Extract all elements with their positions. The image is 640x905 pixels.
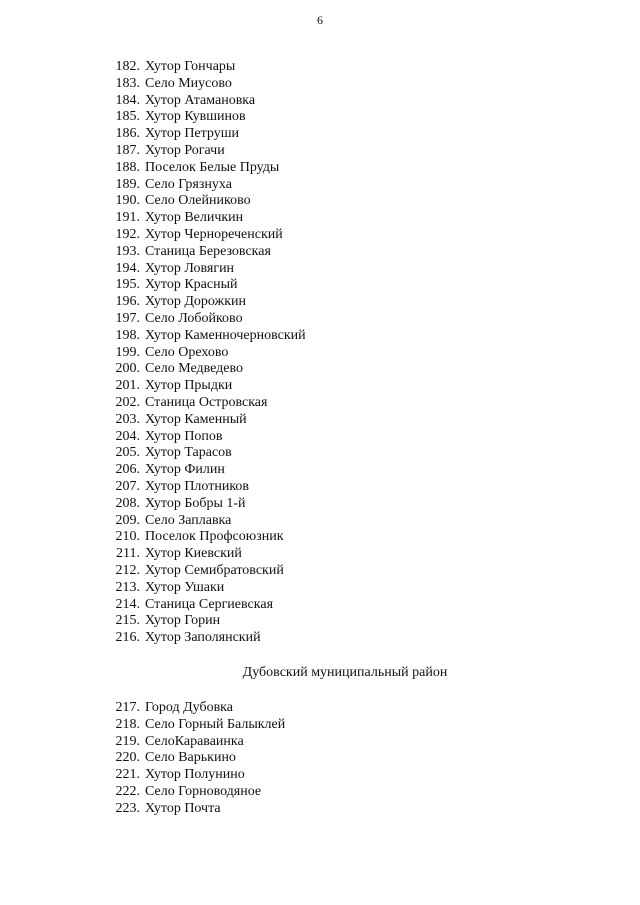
item-name: Хутор Горин [145,613,221,629]
item-name: Село Грязнуха [145,176,232,192]
item-name: Хутор Величкин [145,210,244,226]
item-name: Станица Сергиевская [145,596,274,612]
item-name: Хутор Ушаки [145,579,225,595]
list-item [104,750,285,767]
item-name: Хутор Каменночерновский [145,327,306,343]
list-item [104,700,285,717]
item-name: Хутор Семибратовский [145,562,284,578]
list-item [104,767,285,784]
item-number: 182. [115,59,140,74]
list-item [104,143,306,160]
list-item [104,277,306,294]
item-number: 214. [115,596,140,612]
list-item [104,462,306,479]
item-number: 188. [115,159,140,175]
item-number: 207. [115,478,140,494]
list-item [104,93,306,110]
list-item [104,734,285,751]
item-name: Хутор Плотников [145,478,250,494]
list-item [104,328,306,345]
item-number: 203. [115,411,140,427]
list-item [104,563,306,580]
item-name: Хутор Заполянский [145,630,261,646]
item-name: Село Горный Балыклей [145,716,286,732]
item-name: Хутор Красный [145,277,238,293]
item-number: 195. [115,277,140,293]
item-number: 212. [115,562,140,578]
list-item [104,244,306,261]
item-number: 210. [115,529,140,545]
list-item [104,76,306,93]
item-name: Хутор Попов [145,428,223,444]
item-number: 194. [115,260,140,276]
item-name: Хутор Киевский [145,546,242,562]
list-item [104,546,306,563]
item-number: 218. [115,716,140,732]
page-number: 6 [317,13,323,27]
item-name: Хутор Бобры 1-й [145,495,246,511]
list-item [104,193,306,210]
item-number: 199. [115,344,140,360]
list-item [104,177,306,194]
list-item [104,529,306,546]
item-name: Село Орехово [145,344,229,360]
item-number: 187. [115,142,140,158]
list-item [104,345,306,362]
list-item [104,479,306,496]
item-name: Хутор Каменный [145,411,247,427]
item-name: Хутор Гончары [145,59,236,74]
item-name: Село Медведево [145,361,244,377]
item-number: 191. [115,210,140,226]
list-item [104,630,306,647]
item-number: 197. [115,310,140,326]
item-number: 204. [115,428,140,444]
item-name: СелоКараваинка [145,733,244,749]
item-name: Село Горноводяное [145,783,262,799]
item-name: Поселок Белые Пруды [145,159,280,175]
item-name: Хутор Кувшинов [145,109,246,125]
settlement-list-dubovsky [104,700,285,818]
item-number: 215. [115,613,140,629]
list-item [104,311,306,328]
item-name: Хутор Дорожкин [145,294,246,310]
list-item [104,210,306,227]
item-number: 217. [115,700,140,715]
item-number: 223. [115,800,140,816]
item-number: 219. [115,733,140,749]
list-item [104,361,306,378]
item-number: 200. [115,361,140,377]
item-name: Село Лобойково [145,310,243,326]
item-name: Село Миусово [145,75,232,91]
item-name: Село Олейниково [145,193,251,209]
item-number: 221. [115,767,140,783]
list-item [104,513,306,530]
item-number: 184. [115,92,140,108]
item-number: 202. [115,394,140,410]
settlement-list [104,59,306,647]
list-item [104,784,285,801]
item-name: Хутор Петруши [145,126,240,142]
list-item [104,261,306,278]
item-number: 185. [115,109,140,125]
list-item [104,294,306,311]
list-item [104,126,306,143]
item-name: Хутор Почта [145,800,221,816]
list-item [104,717,285,734]
item-number: 213. [115,579,140,595]
item-number: 186. [115,126,140,142]
item-name: Хутор Полунино [145,767,245,783]
item-name: Хутор Атамановка [145,92,256,108]
list-item [104,395,306,412]
item-name: Село Варькино [145,750,236,766]
item-number: 190. [115,193,140,209]
item-number: 201. [115,378,140,394]
list-item [104,496,306,513]
item-name: Поселок Профсоюзник [145,529,284,545]
item-number: 183. [115,75,140,91]
list-item [104,597,306,614]
item-number: 192. [115,226,140,242]
item-number: 198. [115,327,140,343]
item-name: Хутор Ловягин [145,260,235,276]
item-number: 196. [115,294,140,310]
item-number: 205. [115,445,140,461]
list-item [104,801,285,818]
item-name: Город Дубовка [145,700,233,715]
item-number: 189. [115,176,140,192]
list-item [104,613,306,630]
list-item [104,109,306,126]
list-item [104,580,306,597]
list-item [104,412,306,429]
list-item [104,59,306,76]
item-name: Село Заплавка [145,512,232,528]
item-number: 208. [115,495,140,511]
item-name: Хутор Тарасов [145,445,232,461]
item-number: 209. [115,512,140,528]
item-number: 220. [115,750,140,766]
item-name: Станица Березовская [145,243,271,259]
item-number: 206. [115,462,140,478]
section-heading: Дубовский муниципальный район [242,665,448,680]
list-item [104,429,306,446]
item-number: 211. [116,546,140,562]
list-item [104,227,306,244]
list-item [104,378,306,395]
list-item [104,160,306,177]
item-number: 216. [115,630,140,646]
list-item [104,445,306,462]
item-number: 222. [115,783,140,799]
item-name: Хутор Прыдки [145,378,233,394]
item-number: 193. [115,243,140,259]
item-name: Хутор Филин [145,462,225,478]
item-name: Хутор Чернореченский [145,226,283,242]
item-name: Станица Островская [145,394,268,410]
item-name: Хутор Рогачи [145,142,225,158]
